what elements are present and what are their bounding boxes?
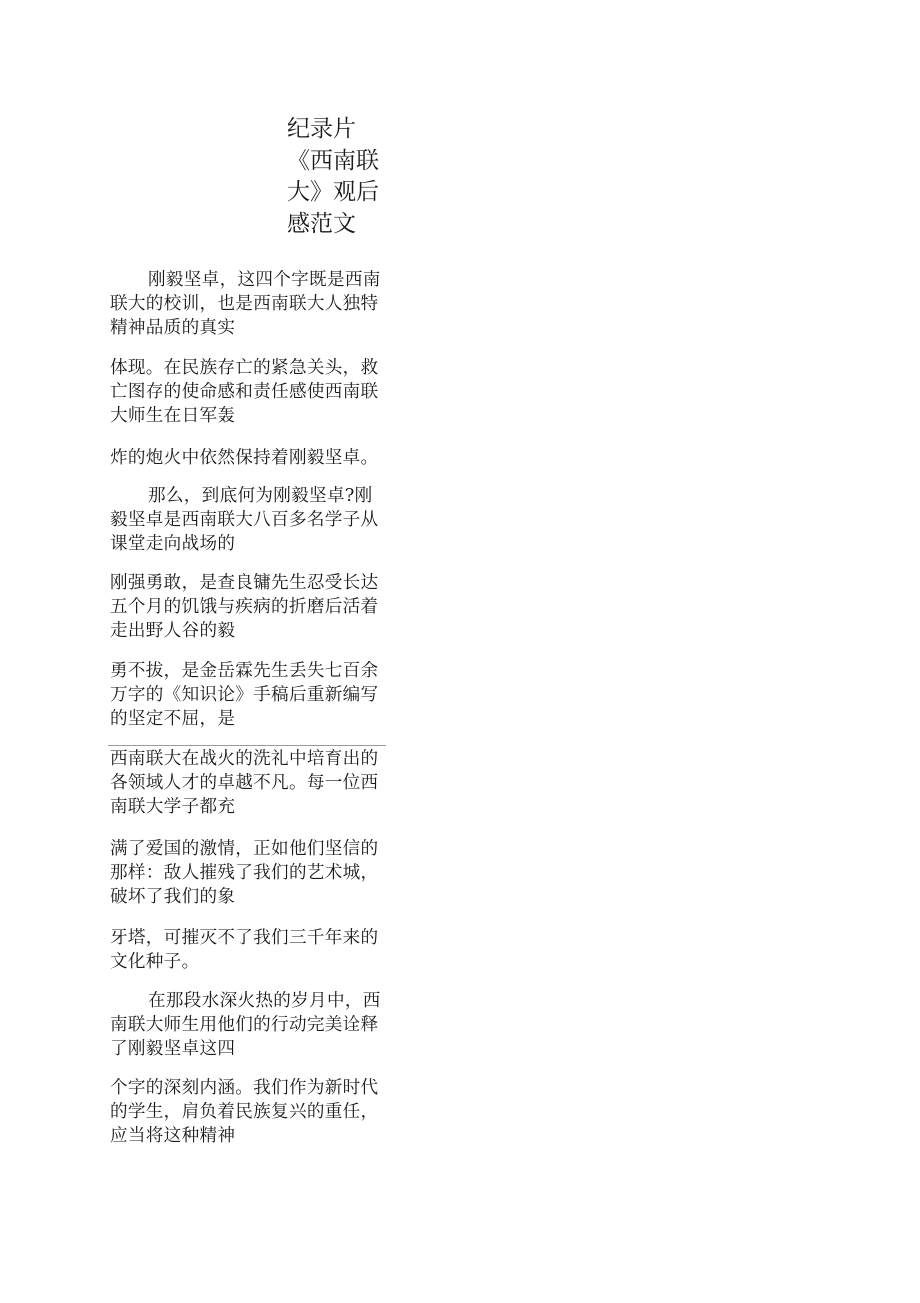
paragraph-5: 刚强勇敢，是查良镛先生忍受长达五个月的饥饿与疾病的折磨后活着走出野人谷的毅 — [110, 573, 379, 641]
paragraph-8: 满了爱国的激情，正如他们坚信的那样：敌人摧残了我们的艺术城，破坏了我们的象 — [110, 839, 379, 907]
paragraph-1: 刚毅坚卓，这四个字既是西南联大的校训，也是西南联大人独特精神品质的真实 — [110, 270, 381, 338]
paragraph-6: 勇不拔，是金岳霖先生丢失七百余万字的《知识论》手稿后重新编写的坚定不屈，是 — [110, 661, 379, 729]
separator-line — [108, 745, 386, 746]
paragraph-3: 炸的炮火中依然保持着刚毅坚卓。 — [110, 448, 379, 468]
document-title: 纪录片《西南联大》观后感范文 — [287, 116, 379, 237]
paragraph-10: 在那段水深火热的岁月中，西南联大师生用他们的行动完美诠释了刚毅坚卓这四 — [110, 991, 381, 1059]
paragraph-4: 那么，到底何为刚毅坚卓?刚毅坚卓是西南联大八百多名学子从课堂走向战场的 — [110, 486, 379, 554]
paragraph-9: 牙塔，可摧灭不了我们三千年来的文化种子。 — [110, 928, 379, 972]
paragraph-11: 个字的深刻内涵。我们作为新时代的学生，肩负着民族复兴的重任，应当将这种精神 — [110, 1078, 379, 1146]
paragraph-2: 体现。在民族存亡的紧急关头，救亡图存的使命感和责任感使西南联大师生在日军轰 — [110, 358, 379, 426]
paragraph-7: 西南联大在战火的洗礼中培育出的各领域人才的卓越不凡。每一位西南联大学子都充 — [110, 749, 379, 817]
